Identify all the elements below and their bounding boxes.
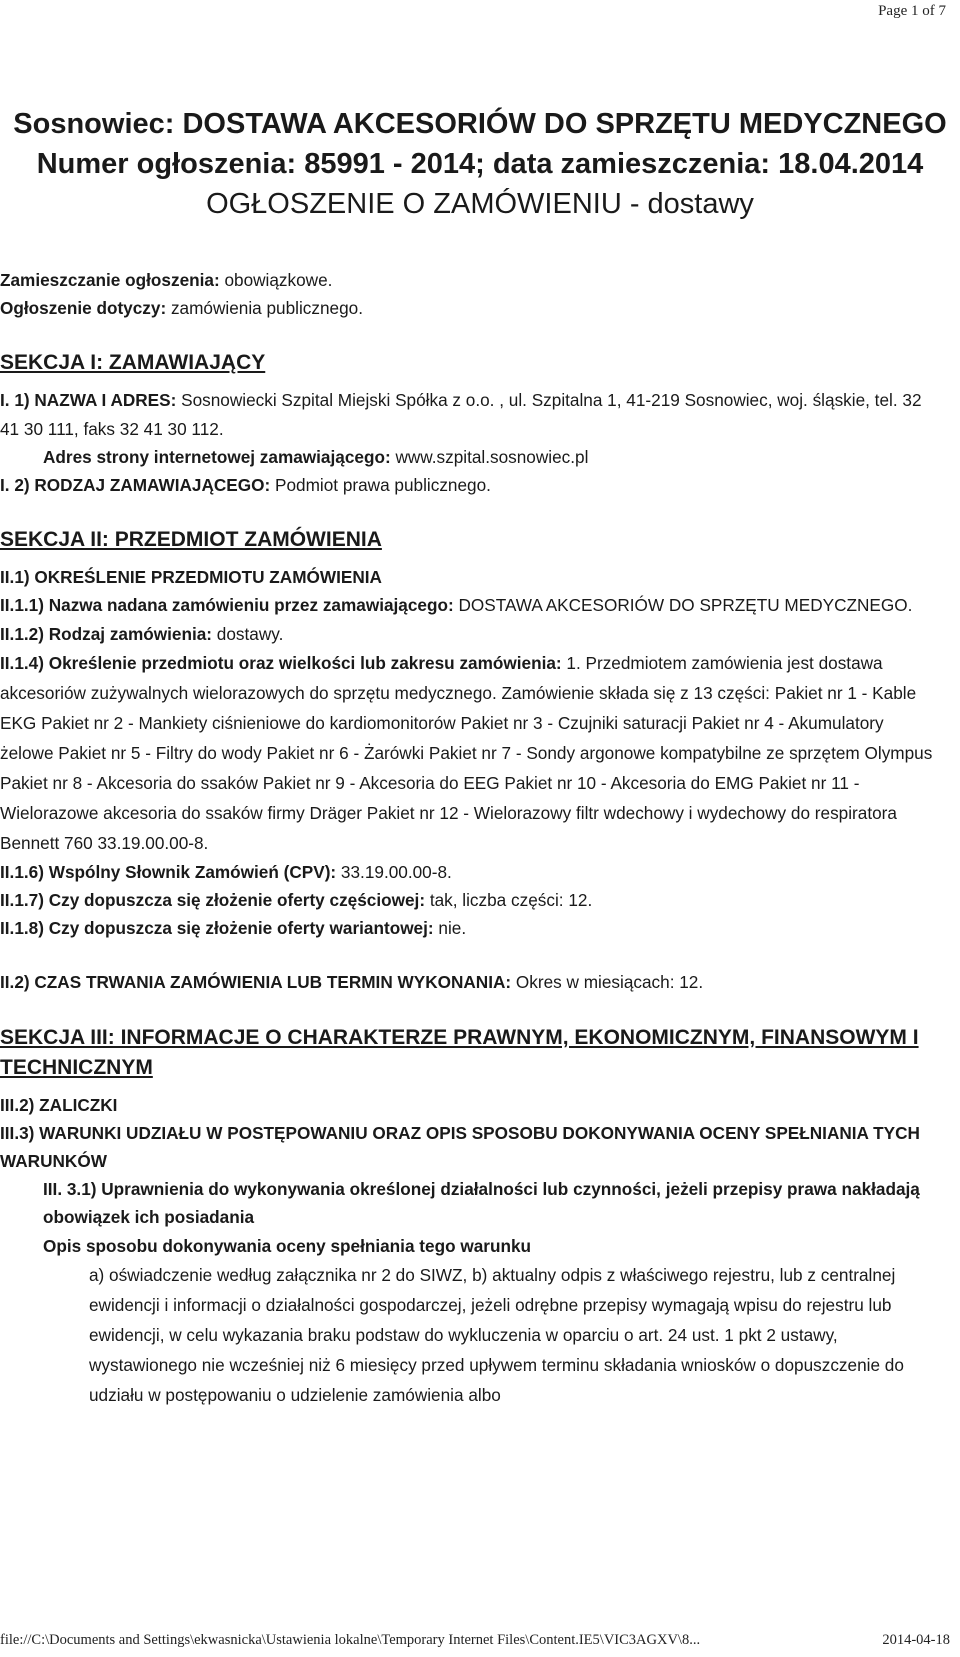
evaluation-method-heading: Opis sposobu dokonywania oceny spełniania tego warunku (43, 1235, 532, 1256)
value: 33.19.00.00-8. (336, 861, 452, 882)
website-line (0, 443, 940, 471)
label: Zamieszczanie ogłoszenia: (0, 270, 220, 290)
subsection-ii1: II.1) OKREŚLENIE PRZEDMIOTU ZAMÓWIENIA (0, 567, 382, 588)
title-block (0, 104, 960, 224)
subsection-iii3: III.3) WARUNKI UDZIAŁU W POSTĘPOWANIU ORAZ OPIS SPOSOBU DOKONYWANIA OCENY SPEŁNIANIA TYCH WARUNKÓW (0, 1122, 920, 1172)
intro-line-2 (0, 294, 940, 322)
print-date: 2014-04-18 (882, 1632, 950, 1648)
duration (0, 968, 940, 996)
label: II.1.2) Rodzaj zamówienia: (0, 623, 213, 644)
value: 1. Przedmiotem zamówienia jest dostawa akcesoriów zużywalnych wielorazowych do sprzętu medycznego. Zamówienie składa się z 13 części: Pakiet nr 1 - Kable EKG Pakiet nr 2 - Mankiety ciśnieniowe do kardiomonitorów Pakiet nr 3 - Czujniki saturacji Pakiet nr 4 - Akumulatory żelowe Pakiet nr 5 - Filtry do wody Pakiet nr 6 - Żarówki Pakiet nr 7 - Sondy argonowe kompatybilne ze sprzętem Olympus Pakiet nr 8 - Akcesoria do ssaków Pakiet nr 9 - Akcesoria do EEG Pakiet nr 10 - Akcesoria do EMG Pakiet nr 11 - Wielorazowe akcesoria do ssaków firmy Dräger Pakiet nr 12 - Wielorazowy filtr wdechowy i wydechowy do respiratora Bennett 760 33.19.00.00-8. (0, 652, 933, 853)
section-1-heading: SEKCJA I: ZAMAWIAJĄCY (0, 351, 266, 375)
label: I. 2) RODZAJ ZAMAWIAJĄCEGO: (0, 475, 271, 496)
title-announcement-type: OGŁOSZENIE O ZAMÓWIENIU - dostawy (206, 188, 754, 220)
partial-offers (0, 886, 940, 914)
subsection-iii2: III.2) ZALICZKI (0, 1094, 118, 1115)
label: I. 1) NAZWA I ADRES: (0, 390, 177, 411)
contracting-authority-address (0, 386, 940, 442)
value: obowiązkowe. (219, 270, 333, 290)
evaluation-method-text: a) oświadczenie według załącznika nr 2 do SIWZ, b) aktualny odpis z właściwego rejestru, lub z centralnej ewidencji i informacji o działalności gospodarczej, jeżeli odrębne przepisy wymagają wpisu do rejestru lub ewidencji, w celu wykazania braku podstaw do wykluczenia w oparciu o art. 24 ust. 1 pkt 2 ustawy, wystawionego nie wcześniej niż 6 miesięcy przed upływem terminu składania wniosków o dopuszczenie do udziału w postępowaniu o udzielenie zamówienia albo (89, 1264, 904, 1405)
value: Sosnowiecki Szpital Miejski Spółka z o.o. , ul. Szpitalna 1, 41-219 Sosnowiec, woj. śląskie, tel. 32 41 30 111, faks 32 41 30 112. (0, 390, 922, 439)
subsection-iii31: III. 3.1) Uprawnienia do wykonywania określonej działalności lub czynności, jeżeli przepisy prawa nakładają obowiązek ich posiadania (43, 1179, 920, 1228)
label: II.1.1) Nazwa nadana zamówieniu przez zamawiającego: (0, 595, 454, 616)
label: II.1.7) Czy dopuszcza się złożenie oferty częściowej: (0, 890, 426, 911)
intro-line-1 (0, 266, 940, 294)
value: tak, liczba części: 12. (425, 890, 593, 911)
value: Podmiot prawa publicznego. (270, 475, 491, 496)
label: II.1.4) Określenie przedmiotu oraz wielkości lub zakresu zamówienia: (0, 652, 562, 673)
label: Adres strony internetowej zamawiającego: (43, 446, 391, 467)
cpv-code (0, 858, 940, 886)
page-number: Page 1 of 7 (878, 3, 946, 19)
order-type (0, 620, 940, 648)
title-main: Sosnowiec: DOSTAWA AKCESORIÓW DO SPRZĘTU MEDYCZNEGO (13, 108, 947, 140)
order-name (0, 591, 940, 619)
value: Okres w miesiącach: 12. (511, 972, 704, 993)
section-2-heading: SEKCJA II: PRZEDMIOT ZAMÓWIENIA (0, 528, 382, 552)
value: DOSTAWA AKCESORIÓW DO SPRZĘTU MEDYCZNEGO. (453, 595, 913, 616)
value: dostawy. (212, 623, 284, 644)
label: II.1.6) Wspólny Słownik Zamówień (CPV): (0, 861, 337, 882)
label: II.2) CZAS TRWANIA ZAMÓWIENIA LUB TERMIN WYKONANIA: (0, 972, 512, 993)
order-scope (0, 648, 940, 858)
title-announcement-number: Numer ogłoszenia: 85991 - 2014; data zamieszczenia: 18.04.2014 (36, 148, 924, 180)
value: zamówienia publicznego. (166, 298, 364, 319)
label: II.1.8) Czy dopuszcza się złożenie oferty wariantowej: (0, 918, 434, 939)
authority-type (0, 471, 940, 499)
value: nie. (433, 918, 467, 939)
file-path: file://C:\Documents and Settings\ekwasnicka\Ustawienia lokalne\Temporary Internet Files\Content.IE5\VIC3AGXV\8... (0, 1632, 701, 1648)
section-3-heading: SEKCJA III: INFORMACJE O CHARAKTERZE PRAWNYM, EKONOMICZNYM, FINANSOWYM I TECHNICZNYM (0, 1025, 919, 1079)
website-url: www.szpital.sosnowiec.pl (390, 446, 589, 467)
variant-offers (0, 914, 940, 942)
document-body (0, 266, 940, 1410)
label: Ogłoszenie dotyczy: (0, 298, 167, 319)
